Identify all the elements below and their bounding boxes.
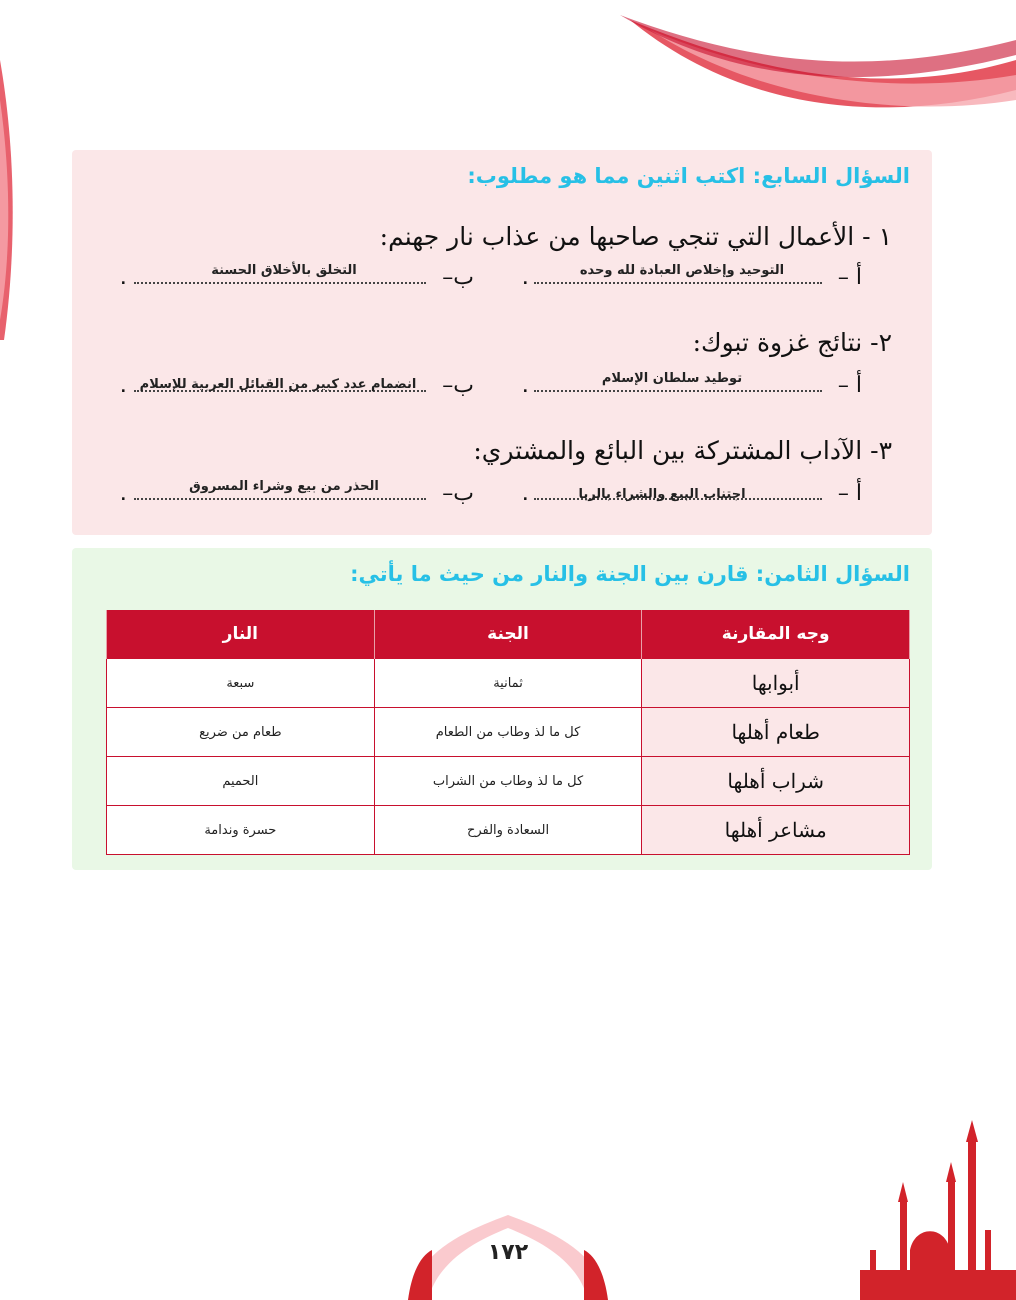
answer-letter-a: أ – <box>837 265 862 290</box>
end-dot: . <box>522 380 528 396</box>
mosque-silhouette-decoration <box>860 1120 1016 1300</box>
header-paradise: الجنة <box>374 610 642 659</box>
answer-letter-b: ب– <box>442 373 474 398</box>
paradise-cell: ثمانية <box>374 659 642 708</box>
hellfire-cell: سبعة <box>107 659 375 708</box>
dotted-answer-line <box>534 390 822 392</box>
end-dot: . <box>120 488 126 504</box>
answer-value-a: توطيد سلطان الإسلام <box>601 371 743 386</box>
page-number: ١٧٢ <box>487 1240 529 1265</box>
answer-letter-a: أ – <box>837 373 862 398</box>
answer-a[interactable] <box>517 468 862 508</box>
red-ribbon-left-decoration <box>0 60 24 340</box>
table-row <box>107 757 910 806</box>
answer-b[interactable] <box>114 360 474 400</box>
question-eight-title: السؤال الثامن: قارن بين الجنة والنار من حيث ما يأتي: <box>350 562 910 586</box>
answer-letter-b: ب– <box>442 265 474 290</box>
header-hellfire: النار <box>107 610 375 659</box>
hellfire-cell: طعام من ضريع <box>107 708 375 757</box>
answer-a[interactable] <box>517 360 862 400</box>
answer-b[interactable] <box>114 468 474 508</box>
item-three-answers <box>72 468 932 508</box>
answer-b[interactable] <box>114 252 474 292</box>
table-row <box>107 806 910 855</box>
question-seven-panel <box>72 150 932 535</box>
header-aspect: وجه المقارنة <box>642 610 910 659</box>
item-one-answers <box>72 252 932 292</box>
answer-value-a: التوحيد وإخلاص العبادة لله وحده <box>579 263 785 278</box>
answer-value-a: اجتناب البيع والشراء بالربا <box>578 487 746 502</box>
answer-a[interactable] <box>517 252 862 292</box>
row-aspect-cell: شراب أهلها <box>642 757 910 806</box>
item-one-title: ١ - الأعمال التي تنجي صاحبها من عذاب نار جهنم: <box>379 222 892 251</box>
end-dot: . <box>522 488 528 504</box>
item-two-title: ٢- نتائج غزوة تبوك: <box>692 328 892 357</box>
question-eight-panel <box>72 548 932 870</box>
row-aspect-cell: طعام أهلها <box>642 708 910 757</box>
end-dot: . <box>522 272 528 288</box>
question-seven-title: السؤال السابع: اكتب اثنين مما هو مطلوب: <box>467 164 910 188</box>
dotted-answer-line <box>134 282 426 284</box>
table-row <box>107 708 910 757</box>
hellfire-cell: الحميم <box>107 757 375 806</box>
answer-value-b: انضمام عدد كبير من القبائل العربية للإسلام <box>139 377 417 392</box>
paradise-cell: كل ما لذ وطاب من الطعام <box>374 708 642 757</box>
answer-letter-b: ب– <box>442 481 474 506</box>
answer-value-b: التخلق بالأخلاق الحسنة <box>211 263 357 278</box>
dotted-answer-line <box>534 282 822 284</box>
table-row <box>107 659 910 708</box>
dotted-answer-line <box>134 498 426 500</box>
end-dot: . <box>120 380 126 396</box>
item-two-answers <box>72 360 932 400</box>
paradise-cell: كل ما لذ وطاب من الشراب <box>374 757 642 806</box>
row-aspect-cell: أبوابها <box>642 659 910 708</box>
row-aspect-cell: مشاعر أهلها <box>642 806 910 855</box>
comparison-table <box>106 610 910 855</box>
red-ribbon-decoration <box>600 0 1016 130</box>
end-dot: . <box>120 272 126 288</box>
answer-letter-a: أ – <box>837 481 862 506</box>
answer-value-b: الحذر من بيع وشراء المسروق <box>189 479 379 494</box>
paradise-cell: السعادة والفرح <box>374 806 642 855</box>
hellfire-cell: حسرة وندامة <box>107 806 375 855</box>
table-header-row <box>107 610 910 659</box>
item-three-title: ٣- الآداب المشتركة بين البائع والمشتري: <box>473 436 892 465</box>
